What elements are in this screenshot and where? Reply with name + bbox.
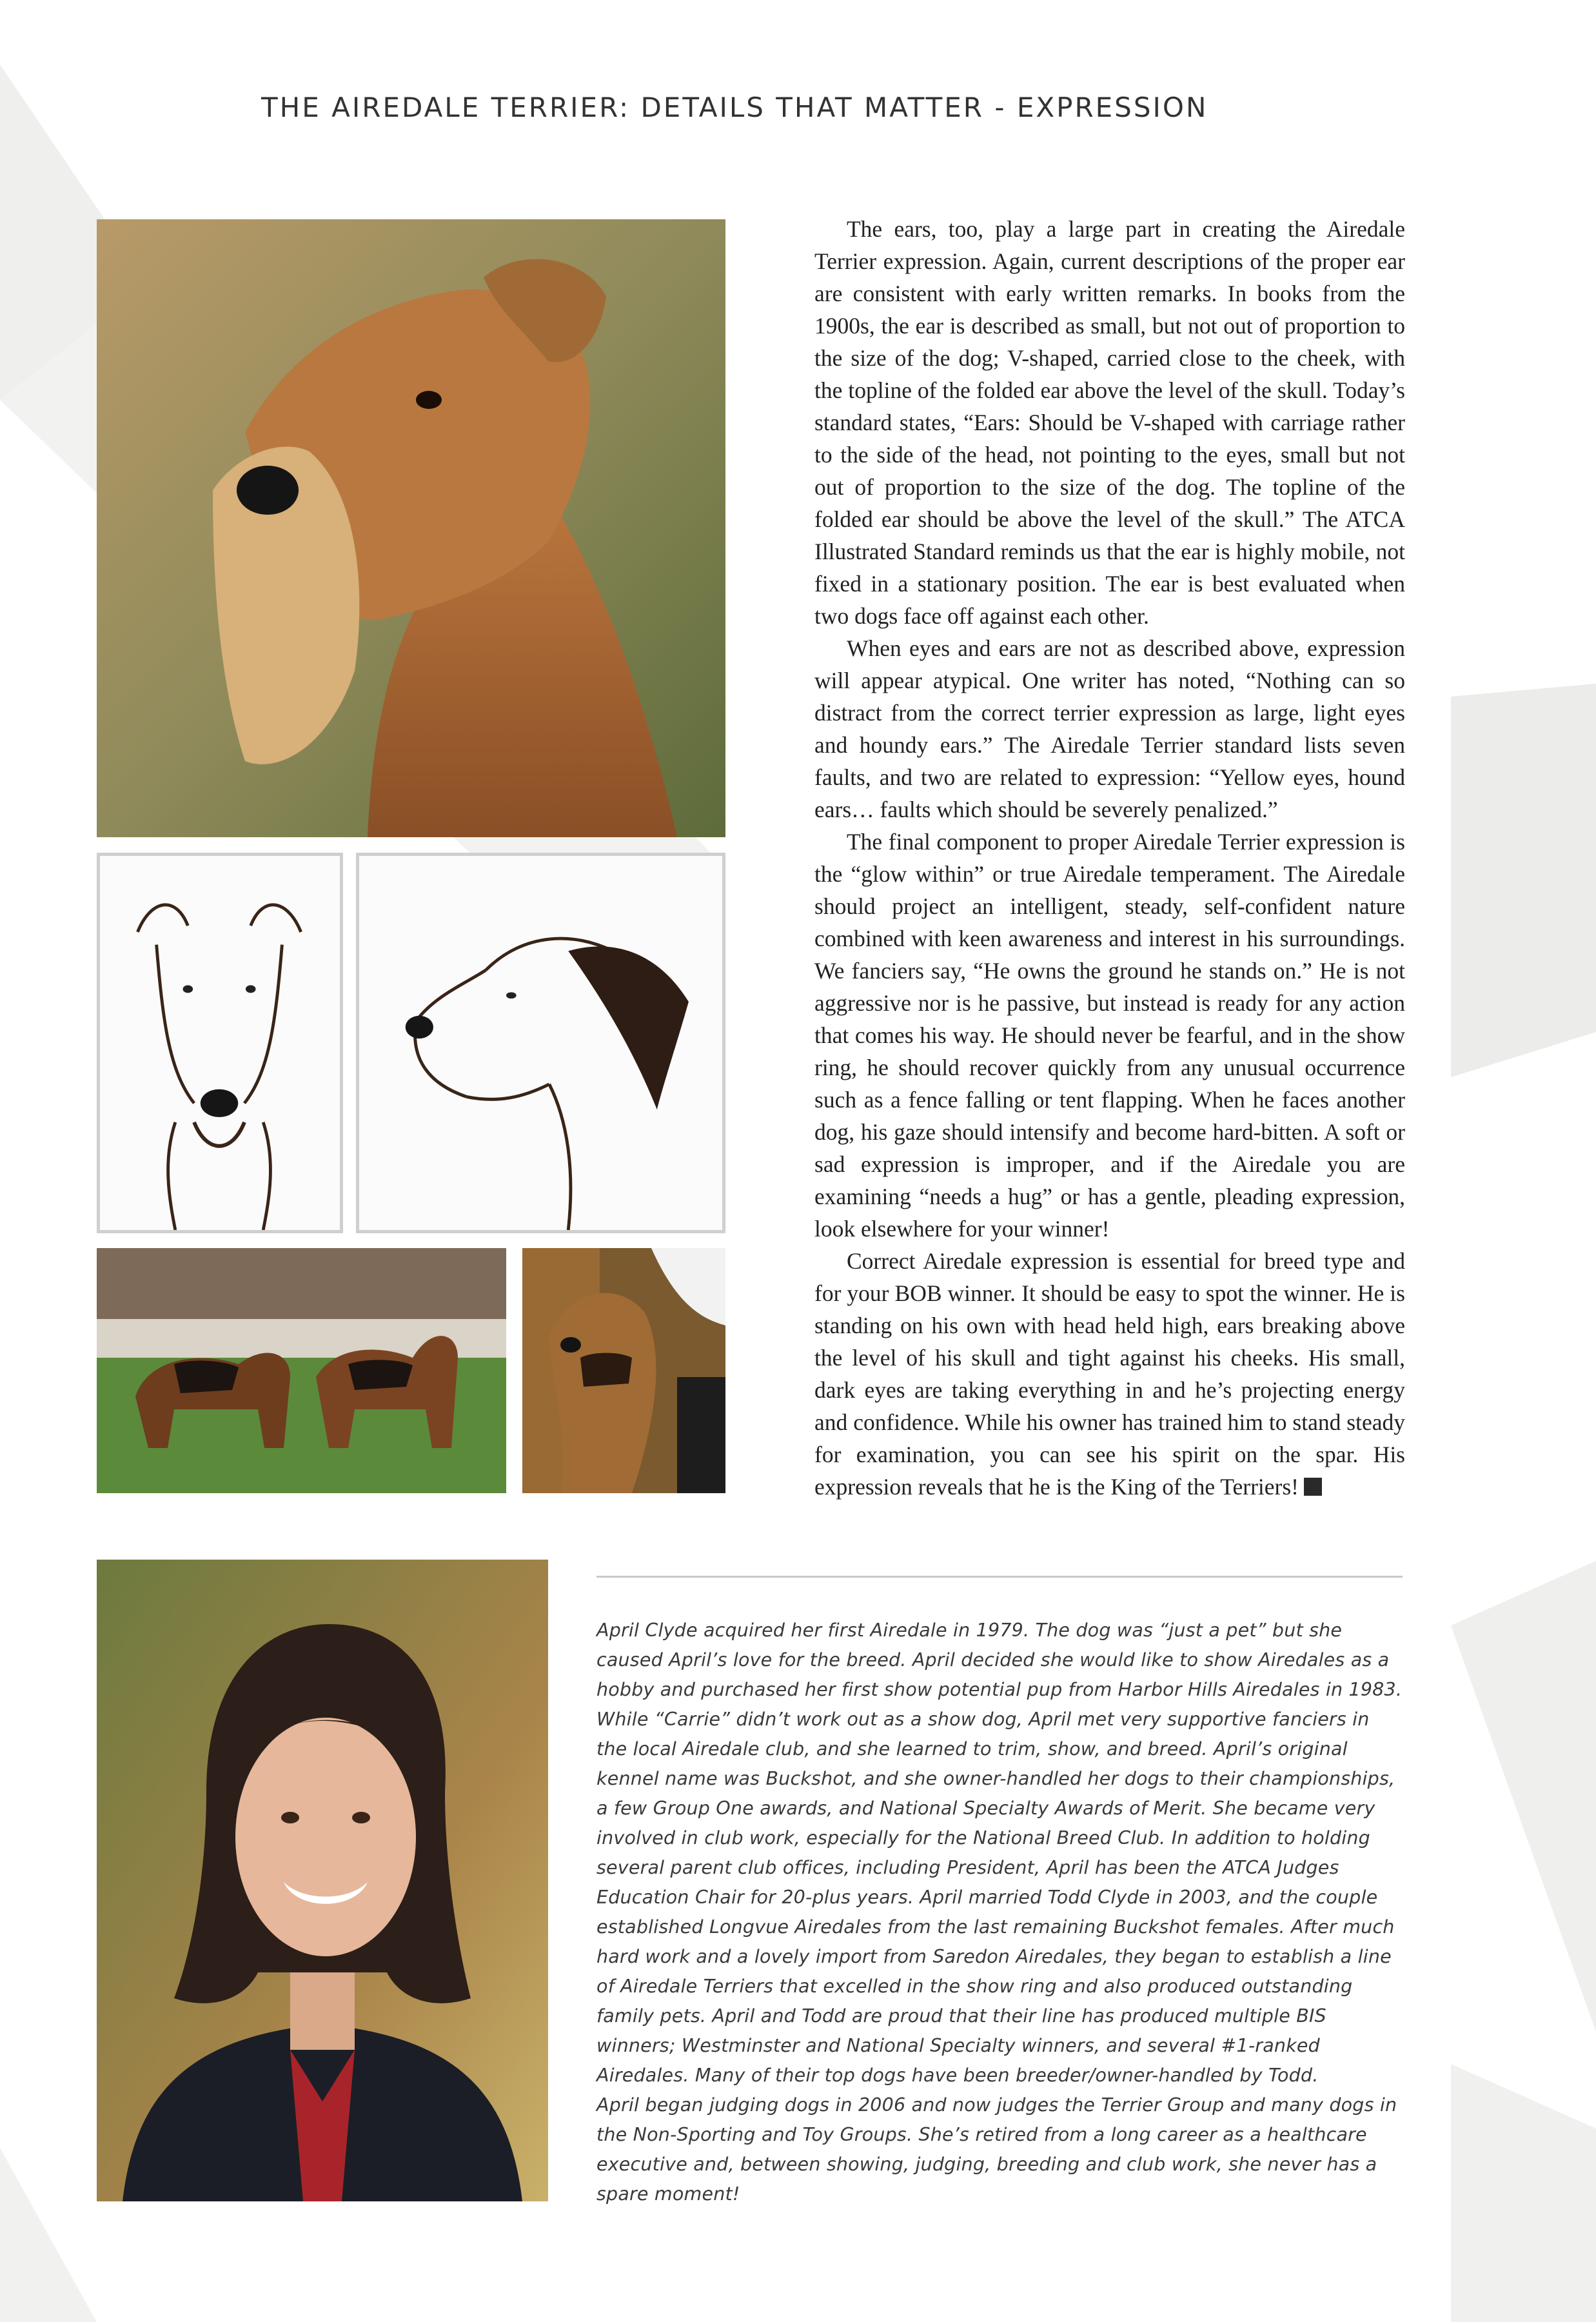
- author-bio: [596, 1616, 1406, 2209]
- airedale-profile-sketch: [356, 853, 725, 1233]
- bio-paragraph: April Clyde acquired her first Airedale in 1979. The dog was “just a pet” but she caused April’s love for the breed. April decided she would like to show Airedales as a hobby and purchased her first show potential pup from Harbor Hills Airedales in 1983. While “Carrie” didn’t work out as a show dog, April met very supportive fanciers in the local Airedale club, and she learned to trim, show, and breed. April’s original kennel name was Buckshot, and she owner-handled her dogs to their championships, a few Group One awards, and National Specialty Awards of Merit. She became very involved in club work, especially for the National Breed Club. In addition to holding several parent club offices, including President, April has been the ATCA Judges Education Chair for 20-plus years. April married Todd Clyde in 2003, and the couple established Longvue Airedales from the last remaining Buckshot females. After much hard work and a lovely import from Saredon Airedales, they began to establish a line of Airedale Terriers that excelled in the show ring and also produced outstanding family pets. April and Todd are proud that their line has produced multiple BIS winners; Westminster and National Specialty winners, and several #1-ranked Airedales. Many of their top dogs have been breeder/owner-handled by Todd.: [596, 1620, 1403, 2086]
- author-portrait-photo: [97, 1560, 548, 2201]
- end-mark-icon: [1304, 1478, 1322, 1496]
- divider-rule: [596, 1576, 1403, 1578]
- article-body: [814, 213, 1405, 1503]
- article-paragraph: When eyes and ears are not as described above, expression will appear atypical. One writer has noted, “Nothing can so distract from the correct terrier expression as large, light eyes and houndy ears.” The Airedale Terrier standard lists seven faults, and two are related to expression: “Yellow eyes, hound ears… faults which should be severely penalized.”: [814, 635, 1405, 822]
- article-paragraph: The ears, too, play a large part in creating the Airedale Terrier expression. Again, current descriptions of the proper ear are consistent with early written remarks. In books from the 1900s, the ear is described as small, but not out of proportion to the size of the dog; V-shaped, carried close to the cheek, with the topline of the folded ear above the level of the skull. Today’s standard states, “Ears: Should be V-shaped with carriage rather to the side of the head, not pointing to the eyes, small but not out of proportion to the size of the dog. The topline of the folded ear should be above the level of the skull.” The ATCA Illustrated Standard reminds us that the ear is highly mobile, not fixed in a stationary position. The ear is best evaluated when two dogs face off against each other.: [814, 216, 1405, 629]
- airedale-standing-photo: [522, 1248, 725, 1493]
- airedale-head-profile-photo: [97, 219, 725, 837]
- article-paragraph: Correct Airedale expression is essential for breed type and for your BOB winner. It should be easy to spot the winner. He is standing on his own with head held high, ears breaking above the level of his skull and tight against his cheeks. His small, dark eyes are taking everything in and he’s projecting energy and confidence. While his owner has trained him to stand steady for examination, you can see his spirit on the spar. His expression reveals that he is the King of the Terriers!: [814, 1248, 1405, 1500]
- two-airedales-show-ring-photo: [97, 1248, 506, 1493]
- article-paragraph: The final component to proper Airedale Terrier expression is the “glow within” or true Airedale temperament. The Airedale should project an intelligent, steady, self-confident nature combined with keen awareness and interest in his surroundings. We fanciers say, “He owns the ground he stands on.” He is not aggressive nor is he passive, but instead is ready for any action that comes his way. He should never be fearful, and in the show ring, he should recover quickly from any unusual occurrence such as a fence falling or tent flapping. When he faces another dog, his gaze should intensify and become hard-bitten. A soft or sad expression is improper, and if the Airedale you are examining “needs a hug” or has a gentle, pleading expression, look elsewhere for your winner!: [814, 829, 1405, 1242]
- page-header: THE AIREDALE TERRIER: DETAILS THAT MATTER - EXPRESSION: [261, 92, 1208, 123]
- bio-paragraph: April began judging dogs in 2006 and now judges the Terrier Group and many dogs in the Non-Sporting and Toy Groups. She’s retired from a long career as a healthcare executive and, between showing, judging, breeding and club work, she never has a spare moment!: [596, 2094, 1397, 2205]
- article-paragraph-last: [814, 1245, 1405, 1503]
- airedale-front-sketch: [97, 853, 343, 1233]
